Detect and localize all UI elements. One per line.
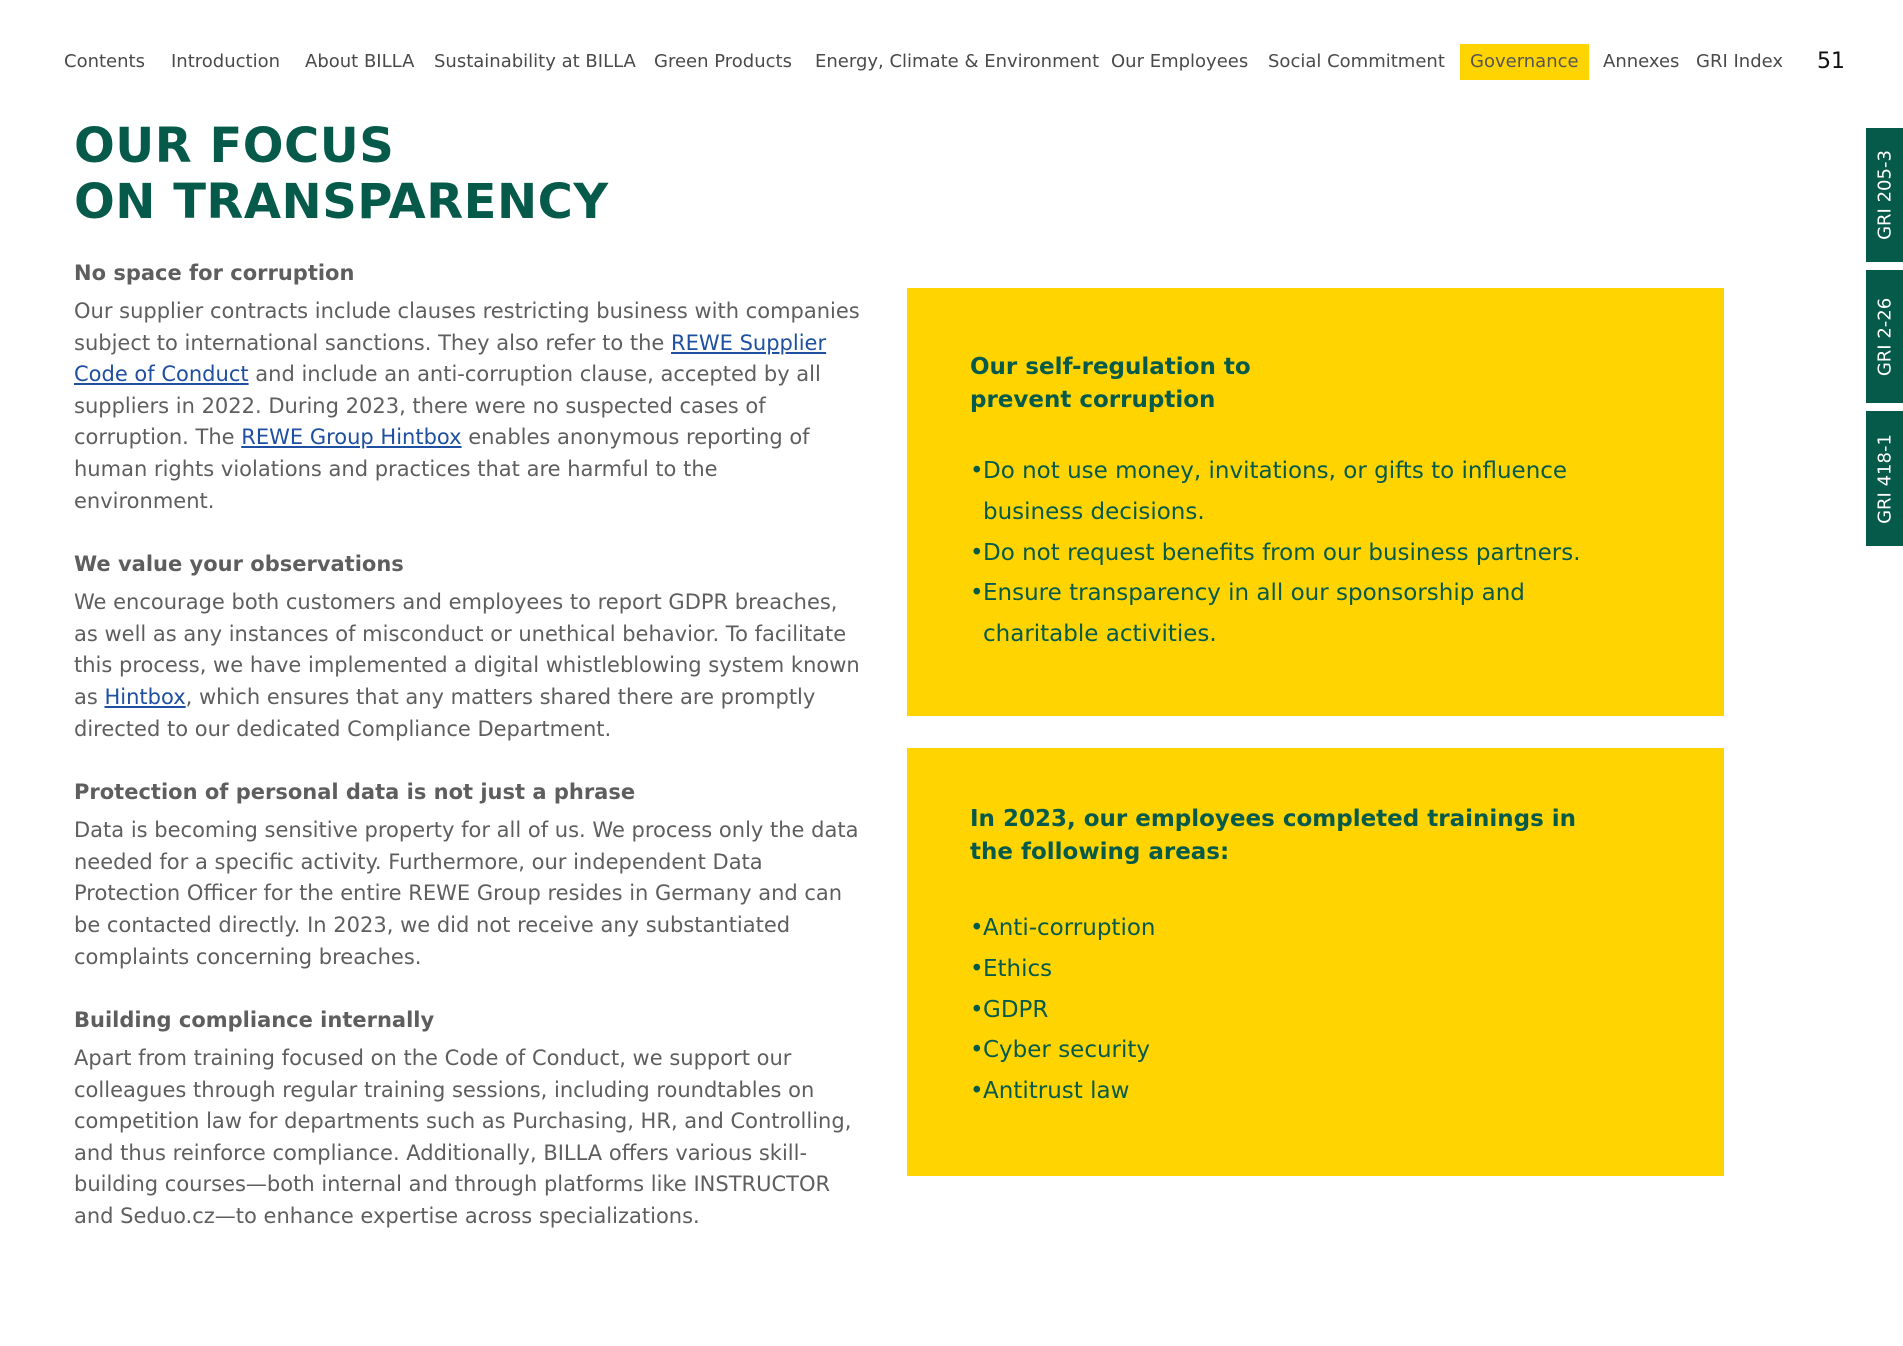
section-body: [74, 296, 864, 517]
box-heading-line-2: the following areas:: [970, 839, 1230, 865]
section-compliance: [74, 1003, 864, 1233]
page-number: 51: [1817, 49, 1845, 74]
self-regulation-list: [970, 451, 1590, 655]
section-observations: [74, 547, 864, 745]
rewe-group-hintbox-link[interactable]: REWE Group Hintbox: [241, 425, 462, 450]
box-heading: [970, 803, 1576, 869]
trainings-list: [970, 908, 1670, 1112]
list-item: • Do not request benefits from our business partners.: [970, 533, 1590, 574]
gri-tab-label: GRI 2-26: [1874, 297, 1895, 376]
list-item: • Do not use money, invitations, or gifts to influence business decisions.: [970, 451, 1590, 533]
list-item: • Ensure transparency in all our sponsorship and charitable activities.: [970, 573, 1590, 655]
gri-tab-205-3[interactable]: [1866, 128, 1903, 262]
section-heading: We value your observations: [74, 552, 404, 577]
body-text: enables anonymous reporting of human rights violations and practices that are harmful to the environment.: [74, 425, 810, 513]
body-text: Our supplier contracts include clauses restricting business with companies subject to international sanctions. They also refer to the: [74, 299, 860, 355]
nav-item-social-commitment[interactable]: Social Commitment: [1268, 51, 1445, 72]
page-title-line-1: OUR FOCUS: [74, 118, 395, 174]
nav-item-green-products[interactable]: Green Products: [654, 51, 792, 72]
section-no-corruption: [74, 256, 864, 517]
box-heading-line-2: prevent corruption: [970, 387, 1216, 413]
nav-item-introduction[interactable]: Introduction: [171, 51, 281, 72]
nav-item-sustainability[interactable]: Sustainability at BILLA: [434, 51, 636, 72]
box-heading-line-1: In 2023, our employees completed trainings in: [970, 806, 1577, 832]
nav-item-annexes[interactable]: Annexes: [1603, 51, 1680, 72]
nav-item-gri-index[interactable]: GRI Index: [1696, 51, 1784, 72]
nav-item-governance[interactable]: Governance: [1460, 44, 1589, 80]
nav-item-energy-climate[interactable]: Energy, Climate & Environment: [815, 51, 1100, 72]
rewe-supplier-code-link[interactable]: REWE Supplier Code of Conduct: [74, 330, 827, 387]
body-text: , which ensures that any matters shared there are promptly directed to our dedicated Compliance Department.: [74, 684, 816, 741]
box-heading-line-1: Our self-regulation to: [970, 354, 1251, 380]
list-item: • Anti-corruption: [970, 908, 1670, 949]
page-title-line-2: ON TRANSPARENCY: [74, 174, 609, 230]
nav-item-contents[interactable]: Contents: [64, 51, 145, 72]
list-item: • Ethics: [970, 949, 1670, 990]
section-personal-data: [74, 775, 864, 973]
section-body: Data is becoming sensitive property for all of us. We process only the data needed for a specific activity. Furthermore, our independent Data Protection Officer for the entire REWE Group resides in Germany and can be contacted directly. In 2023, we did not receive any substantiated complaints concerning breaches.: [74, 818, 859, 969]
page-title: [74, 118, 609, 230]
body-text: We encourage both customers and employees to report GDPR breaches, as well as any instances of misconduct or unethical behavior. To facilitate this process, we have implemented a digital whistleblowing system known as: [74, 590, 860, 709]
section-heading: Building compliance internally: [74, 1008, 435, 1033]
section-body: [74, 587, 864, 745]
gri-tab-label: GRI 418-1: [1874, 433, 1895, 524]
trainings-box: [907, 748, 1724, 1176]
gri-tab-418-1[interactable]: [1866, 411, 1903, 546]
section-heading: Protection of personal data is not just a phrase: [74, 780, 636, 805]
nav-item-our-employees[interactable]: Our Employees: [1111, 51, 1249, 72]
top-navigation: [0, 0, 1903, 120]
list-item: • Antitrust law: [970, 1071, 1670, 1112]
list-item: • Cyber security: [970, 1030, 1670, 1071]
hintbox-link[interactable]: Hintbox: [104, 684, 186, 709]
gri-tab-label: GRI 205-3: [1874, 150, 1895, 240]
list-item: • GDPR: [970, 990, 1670, 1031]
section-heading: No space for corruption: [74, 261, 355, 285]
main-text-column: [74, 256, 864, 1263]
gri-tab-2-26[interactable]: [1866, 270, 1903, 403]
box-heading: [970, 351, 1251, 417]
nav-item-about-billa[interactable]: About BILLA: [305, 51, 415, 72]
body-text: and include an anti-corruption clause, accepted by all suppliers in 2022. During 2023, there were no suspected cases of corruption. The: [74, 362, 821, 450]
self-regulation-box: [907, 288, 1724, 716]
section-body: Apart from training focused on the Code of Conduct, we support our colleagues through regular training sessions, including roundtables on competition law for departments such as Purchasing, HR, and Controlling, and thus reinforce compliance. Additionally, BILLA offers various skill-building courses—both internal and through platforms like INSTRUCTOR and Seduo.cz—to enhance expertise across specializations.: [74, 1046, 852, 1229]
